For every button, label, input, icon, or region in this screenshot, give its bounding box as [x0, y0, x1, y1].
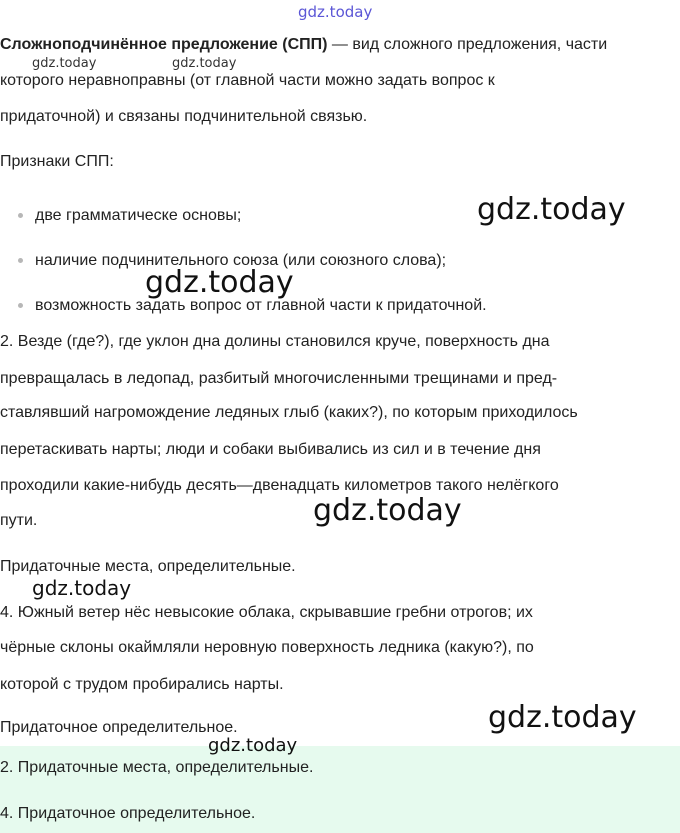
definition-line-2: которого неравноправны (от главной части можно задать вопрос к [0, 72, 495, 89]
watermark: gdz.today [32, 56, 97, 71]
feature-item: возможность задать вопрос от главной части к придаточной. [35, 297, 487, 314]
sentence2-note: Придаточные места, определительные. [0, 558, 296, 575]
bullet-icon [18, 303, 23, 308]
sentence2-line: ставлявший нагромождение ледяных глыб (каких?), по которым приходилось [0, 404, 578, 421]
watermark: gdz.today [313, 493, 462, 528]
watermark: gdz.today [172, 56, 237, 71]
answer-line: 2. Придаточные места, определительные. [0, 759, 314, 776]
definition-line-1 [0, 35, 607, 55]
bullet-icon [18, 258, 23, 263]
feature-item: две грамматическе основы; [35, 207, 242, 224]
watermark: gdz.today [208, 735, 298, 756]
sentence4-line: которой с трудом пробирались нарты. [0, 676, 284, 693]
sentence2-line: пути. [0, 512, 38, 529]
bullet-icon [18, 213, 23, 218]
watermark: gdz.today [145, 265, 294, 300]
sentence4-line: чёрные склоны окаймляли неровную поверхность ледника (какую?), по [0, 639, 534, 656]
sentence4-note: Придаточное определительное. [0, 719, 238, 736]
definition-line-3: придаточной) и связаны подчинительной связью. [0, 108, 368, 125]
watermark: gdz.today [298, 3, 373, 21]
sentence2-line: 2. Везде (где?), где уклон дна долины становился круче, поверхность дна [0, 333, 550, 350]
definition-term: Сложноподчинённое предложение (СПП) [0, 36, 328, 53]
answer-box [0, 746, 680, 833]
answer-line: 4. Придаточное определительное. [0, 805, 256, 822]
sentence4-line: 4. Южный ветер нёс невысокие облака, скрывавшие гребни отрогов; их [0, 604, 533, 621]
sentence2-line: перетаскивать нарты; люди и собаки выбивались из сил и в течение дня [0, 441, 541, 458]
watermark: gdz.today [477, 192, 626, 227]
sentence2-line: превращалась в ледопад, разбитый многочисленными трещинами и пред- [0, 370, 558, 387]
watermark: gdz.today [488, 700, 637, 735]
sentence2-line: проходили какие-нибудь десять—двенадцать километров такого нелёгкого [0, 477, 559, 494]
watermark: gdz.today [32, 576, 132, 600]
feature-item: наличие подчинительного союза (или союзного слова); [35, 252, 447, 269]
features-title: Признаки СПП: [0, 153, 114, 170]
definition-rest: — вид сложного предложения, части [327, 36, 608, 53]
